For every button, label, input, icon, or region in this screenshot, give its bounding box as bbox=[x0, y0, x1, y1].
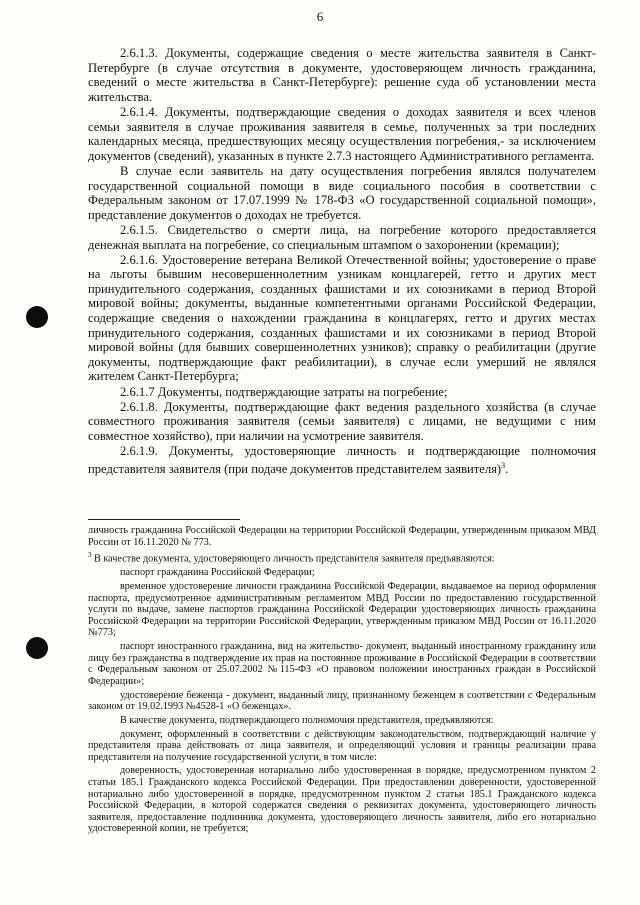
main-text bbox=[88, 46, 596, 477]
footnote-item: паспорт иностранного гражданина, вид на жительство- документ, выданный иностранному гражданину или лицу без гражданства в подтверждение их прав на постоянное проживание в Российской Федерации в соответствии с Федеральным законом от 25.07.2002 №115-ФЗ «О правовом положении иностранных граждан в Российской Федерации»; bbox=[88, 641, 596, 687]
footnote-item: доверенность, удостоверенная нотариально либо удостоверенная в порядке, предусмотренном пунктом 2 статьи 185.1 Гражданского кодекса Российской Федерации. При предоставлении доверенности, удостоверенной нотариально либо удостоверенной в порядке, предусмотренном пунктом 2 статьи 185.1 Гражданского кодекса Российской Федерации, в которой содержатся сведения о реквизитах документа, удостоверяющего личность заявителя, предоставление подлинника документа, удостоверяющего личность заявителя, либо его нотариально удостоверенной копии, не требуется; bbox=[88, 765, 596, 835]
paragraph-2-6-1-9 bbox=[88, 444, 596, 476]
paragraph-social-assistance: В случае если заявитель на дату осуществления погребения являлся получателем государственной социальной помощи в виде социального пособия в соответствии с Федеральным законом от 17.07.1999 № 178-ФЗ «О государственной социальной помощи», представление документов о доходах не требуется. bbox=[88, 163, 596, 222]
footnote-item: удостоверение беженца - документ, выданный лицу, признанному беженцем в соответствии с Федеральным законом от 19.02.1993 №4528-1 «О беженцах». bbox=[88, 689, 596, 713]
footnote-divider bbox=[88, 519, 240, 520]
footnote-item: паспорт гражданина Российской Федерации; bbox=[120, 567, 315, 579]
paragraph-2-6-1-3: 2.6.1.3. Документы, содержащие сведения о месте жительства заявителя в Санкт-Петербурге (в случае отсутствия в документе, удостоверяющем личность гражданина, сведений о месте жительства в Санкт-Петербурге): решение суда об установлении места жительства. bbox=[88, 46, 596, 104]
footnote-3-intro bbox=[88, 550, 596, 565]
footnote-item: временное удостоверение личности гражданина Российской Федерации, выдаваемое на период оформления паспорта, предусмотренное административным регламентом МВД России по предоставлению государственной услуги по выдаче, замене паспортов гражданина Российской Федерации удостоверяющих личность гражданина Российской Федерации на территории Российской Федерации, утвержденным приказом МВД России от 16.11.2020 №773; bbox=[88, 581, 596, 639]
paragraph-2-6-1-5: 2.6.1.5. Свидетельство о смерти лица, на погребение которого предоставляется денежная выплата на погребение, со специальным штампом о захоронении (кремации); bbox=[88, 222, 596, 252]
footnote-item: документ, оформленный в соответствии с действующим законодательством, подтверждающий наличие у представителя права действовать от лица заявителя, и определяющий условия и границы реализации права представителя на получение государственной услуги, в том числе: bbox=[88, 728, 596, 763]
page-number: 6 bbox=[316, 9, 324, 24]
paragraph-end-mark: . bbox=[505, 461, 509, 476]
paragraph-2-6-1-4: 2.6.1.4. Документы, подтверждающие сведения о доходах заявителя и всех членов семьи заявителя в случае проживания заявителя в семье, полученных за три последних календарных месяца, предшествующих месяцу осуществления погребения,- за исключением документов (сведений), указанных в пункте 2.7.3 настоящего Административного регламента. bbox=[88, 104, 596, 163]
footnotes bbox=[88, 525, 596, 837]
footnote-intro-text: В качестве документа, удостоверяющего личность представителя заявителя предъявляются: bbox=[94, 553, 495, 565]
footnote-continuation: личность гражданина Российской Федерации на территории Российской Федерации, утвержденным приказом МВД России от 16.11.2020 № 773. bbox=[88, 525, 596, 548]
footnote-number: 3 bbox=[88, 551, 92, 560]
paragraph-2-6-1-7: 2.6.1.7 Документы, подтверждающие затраты на погребение; bbox=[120, 384, 448, 399]
paragraph-2-6-1-6: 2.6.1.6. Удостоверение ветерана Великой Отечественной войны; удостоверение о праве на льготы бывшим несовершеннолетним узникам концлагерей, гетто и других мест принудительного содержания, созданных фашистами и их союзниками в период Второй мировой войны; документы, выданные компетентными органами Российской Федерации, содержащие сведения о нахождении гражданина в концлагерях, гетто и других местах принудительного содержания, созданных фашистами и их союзниками в период Второй мировой войны (для бывших совершеннолетних узников); справку о реабилитации (другие документы, подтверждающие факт реабилитации), в случае если умерший не являлся жителем Санкт-Петербурга; bbox=[88, 252, 596, 384]
punch-hole bbox=[26, 306, 48, 328]
punch-hole bbox=[26, 637, 48, 659]
footnote-reference[interactable]: 3 bbox=[501, 460, 506, 470]
paragraph-2-6-1-8: 2.6.1.8. Документы, подтверждающие факт ведения раздельного хозяйства (в случае совместного проживания заявителя (семьи заявителя) с лицами, не ведущими с ним совместное хозяйство), при наличии на усмотрение заявителя. bbox=[88, 399, 596, 443]
paragraph-2-6-1-9-text: 2.6.1.9. Документы, удостоверяющие личность и подтверждающие полномочия представителя заявителя (при подаче документов представителем заявителя) bbox=[88, 444, 596, 476]
footnote-item: В качестве документа, подтверждающего полномочия представителя, предъявляются: bbox=[120, 714, 494, 726]
